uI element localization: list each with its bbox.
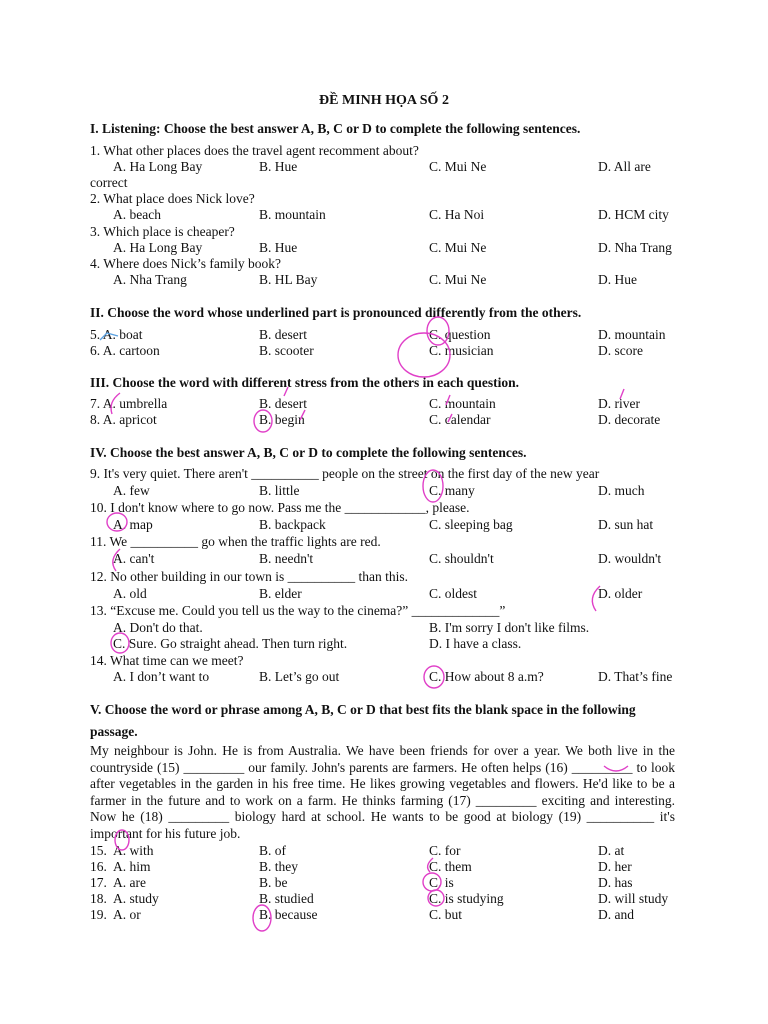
option-c: C. sleeping bag <box>429 517 513 532</box>
option-b: B. little <box>259 483 300 498</box>
question-7-options <box>90 396 690 413</box>
option-b: B. elder <box>259 586 302 601</box>
question-3: 3. Which place is cheaper? <box>90 224 235 239</box>
question-13-options-row2 <box>90 636 690 653</box>
question-8-options <box>90 412 690 429</box>
option-b: B. studied <box>259 891 314 906</box>
option-c: C. but <box>429 907 463 922</box>
option-c: C. How about 8 a.m? <box>429 669 544 684</box>
option-a: A. with <box>113 843 154 858</box>
option-b: B. backpack <box>259 517 326 532</box>
question-4-options <box>90 272 690 289</box>
option-d: D. wouldn't <box>598 551 662 566</box>
question-1-options <box>90 159 690 176</box>
option-a: A. Ha Long Bay <box>113 240 203 255</box>
option-a: A. old <box>113 586 147 601</box>
question-6-options <box>90 343 690 360</box>
question-11-options <box>90 551 690 568</box>
option-b: B. scooter <box>259 343 314 358</box>
page-title: ĐỀ MINH HỌA SỐ 2 <box>319 93 449 108</box>
option-b: B. because <box>259 907 318 922</box>
option-c: C. Sure. Go straight ahead. Then turn right. <box>113 636 348 651</box>
option-c: C. many <box>429 483 475 498</box>
question-16-options <box>90 859 690 876</box>
question-13: 13. “Excuse me. Could you tell us the way to the cinema?” _____________” <box>90 603 506 618</box>
option-c: C. Ha Noi <box>429 207 485 222</box>
option-a: 6. A. cartoon <box>90 343 160 358</box>
option-b: B. desert <box>259 327 307 342</box>
option-b: B. of <box>259 843 286 858</box>
question-9: 9. It's very quiet. There aren't __________ people on the street on the first day of the new year <box>90 466 600 481</box>
question-number: 15. <box>90 843 107 858</box>
option-a: A. map <box>113 517 153 532</box>
option-c: C. question <box>429 327 491 342</box>
option-d: D. All are <box>598 159 651 174</box>
question-14-options <box>90 669 690 686</box>
option-a: A. can't <box>113 551 155 566</box>
option-d: D. score <box>598 343 643 358</box>
question-13-options-row1 <box>90 620 690 637</box>
option-c: C. Mui Ne <box>429 240 487 255</box>
option-b: B. HL Bay <box>259 272 318 287</box>
section-5-heading: V. Choose the word or phrase among A, B, C or D that best fits the blank space in the following <box>90 702 636 717</box>
question-15-options <box>90 843 690 860</box>
question-11: 11. We __________ go when the traffic lights are red. <box>90 534 381 549</box>
option-d: D. I have a class. <box>429 636 522 651</box>
option-d: D. Hue <box>598 272 637 287</box>
reading-passage: My neighbour is John. He is from Australia. We have been friends for over a year. We both live in the countryside (15) _________ our family. John's parents are farmers. He often helps (16) _________ to look after vegetables in the garden in his free time. He likes growing vegetables and flowers. He'd like to be a farmer in the future and to work on a farm. He thinks farming (17) _________ exciting and interesting. Now he (18) _________ biology hard at school. He wants to be good at biology (19) __________ it's important for his future job. <box>90 743 675 841</box>
option-d: D. and <box>598 907 634 922</box>
section-1-heading: I. Listening: Choose the best answer A, B, C or D to complete the following sentences. <box>90 121 581 136</box>
section-5-heading-continued: passage. <box>90 724 138 739</box>
question-1-continuation: correct <box>90 175 128 190</box>
option-a: A. Don't do that. <box>113 620 203 635</box>
question-4: 4. Where does Nick’s family book? <box>90 256 281 271</box>
option-a: A. are <box>113 875 146 890</box>
option-c: C. mountain <box>429 396 496 411</box>
option-c: C. calendar <box>429 412 491 427</box>
question-3-options <box>90 240 690 257</box>
option-b: B. desert <box>259 396 307 411</box>
option-c: C. is studying <box>429 891 504 906</box>
question-17-options <box>90 875 690 892</box>
option-b: B. Hue <box>259 159 298 174</box>
question-10: 10. I don't know where to go now. Pass me the ____________, please. <box>90 500 470 515</box>
option-d: D. will study <box>598 891 669 906</box>
section-3-heading: III. Choose the word with different stress from the others in each question. <box>90 375 519 390</box>
option-a: A. Ha Long Bay <box>113 159 203 174</box>
option-b: B. mountain <box>259 207 326 222</box>
option-d: D. at <box>598 843 625 858</box>
option-c: C. shouldn't <box>429 551 494 566</box>
question-number: 18. <box>90 891 107 906</box>
option-a: 7. A. umbrella <box>90 396 168 411</box>
option-d: D. That’s fine <box>598 669 673 684</box>
option-b: B. needn't <box>259 551 314 566</box>
option-a: A. or <box>113 907 141 922</box>
option-c: C. for <box>429 843 461 858</box>
option-b: B. begin <box>259 412 305 427</box>
option-a: A. Nha Trang <box>113 272 187 287</box>
option-d: D. decorate <box>598 412 661 427</box>
question-2: 2. What place does Nick love? <box>90 191 255 206</box>
question-19-options <box>90 907 690 924</box>
option-a: A. I don’t want to <box>113 669 210 684</box>
option-a: A. beach <box>113 207 161 222</box>
option-d: D. mountain <box>598 327 666 342</box>
question-14: 14. What time can we meet? <box>90 653 244 668</box>
option-a: A. him <box>113 859 151 874</box>
option-c: C. oldest <box>429 586 478 601</box>
section-2-heading: II. Choose the word whose underlined part is pronounced differently from the others. <box>90 305 582 320</box>
option-d: D. HCM city <box>598 207 669 222</box>
option-a: A. few <box>113 483 150 498</box>
option-c: C. Mui Ne <box>429 159 487 174</box>
option-c: C. musician <box>429 343 494 358</box>
option-d: D. sun hat <box>598 517 654 532</box>
option-d: D. much <box>598 483 645 498</box>
option-d: D. has <box>598 875 633 890</box>
option-b: B. I'm sorry I don't like films. <box>429 620 590 635</box>
question-10-options <box>90 517 690 534</box>
question-number: 17. <box>90 875 107 890</box>
question-2-options <box>90 207 690 224</box>
option-a: 8. A. apricot <box>90 412 157 427</box>
option-b: B. they <box>259 859 298 874</box>
question-number: 16. <box>90 859 107 874</box>
question-number: 19. <box>90 907 107 922</box>
option-b: B. be <box>259 875 288 890</box>
option-d: D. Nha Trang <box>598 240 672 255</box>
option-d: D. river <box>598 396 640 411</box>
question-5-options <box>90 327 690 344</box>
option-d: D. older <box>598 586 643 601</box>
option-c: C. them <box>429 859 472 874</box>
option-c: C. is <box>429 875 454 890</box>
question-12: 12. No other building in our town is __________ than this. <box>90 569 408 584</box>
question-18-options <box>90 891 690 908</box>
option-d: D. her <box>598 859 632 874</box>
option-c: C. Mui Ne <box>429 272 487 287</box>
option-b: B. Hue <box>259 240 298 255</box>
section-4-heading: IV. Choose the best answer A, B, C or D to complete the following sentences. <box>90 445 527 460</box>
option-a: 5. A. boat <box>90 327 143 342</box>
question-1: 1. What other places does the travel agent recomment about? <box>90 143 419 158</box>
question-9-options <box>90 483 690 500</box>
question-12-options <box>90 586 690 603</box>
option-a: A. study <box>113 891 159 906</box>
option-b: B. Let’s go out <box>259 669 340 684</box>
